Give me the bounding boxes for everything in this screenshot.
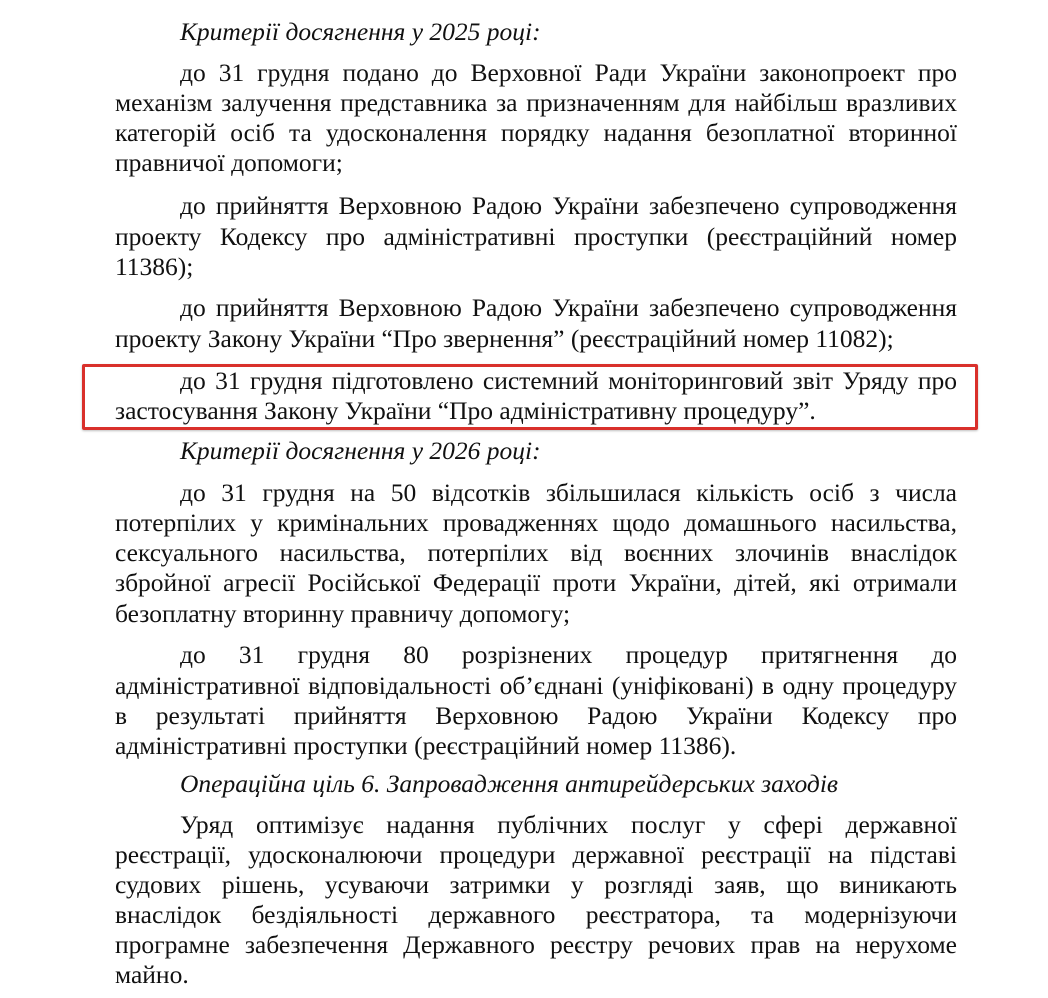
paragraph-line: збройної агресії Російської Федерації проти України, дітей, які отримали (115, 568, 957, 597)
paragraph-line: проекту Кодексу про адміністративні проступки (реєстраційний номер (115, 222, 957, 251)
paragraph-line: потерпілих у кримінальних провадженнях щодо домашнього насильства, (115, 508, 957, 537)
paragraph-line: до 31 грудня подано до Верховної Ради України законопроект про (180, 58, 957, 87)
paragraph-line: 11386); (115, 252, 194, 281)
criteria-2025-heading: Критерії досягнення у 2025 році: (180, 17, 541, 46)
paragraph-line: сексуального насильства, потерпілих від воєнних злочинів внаслідок (115, 538, 957, 567)
paragraph-line: реєстрації, удосконалюючи процедури державної реєстрації на підставі (115, 840, 957, 869)
paragraph-line: в результаті прийняття Верховною Радою України Кодексу про (115, 701, 957, 730)
paragraph-line: програмне забезпечення Державного реєстру речових прав на нерухоме (115, 930, 957, 959)
paragraph-line: до 31 грудня 80 розрізнених процедур притягнення до (180, 640, 957, 669)
paragraph-line: проекту Закону України “Про звернення” (реєстраційний номер 11082); (115, 324, 894, 353)
paragraph-line: Уряд оптимізує надання публічних послуг у сфері державної (180, 810, 957, 839)
paragraph-line: категорій осіб та удосконалення порядку надання безоплатної вторинної (115, 118, 957, 147)
paragraph-line: адміністративної відповідальності об’єднані (уніфіковані) в одну процедуру (115, 671, 957, 700)
paragraph-line: до 31 грудня на 50 відсотків збільшилася кількість осіб з числа (180, 478, 957, 507)
paragraph-line: майно. (115, 960, 189, 989)
paragraph-line: безоплатну вторинну правничу допомогу; (115, 599, 571, 628)
paragraph-line: до прийняття Верховною Радою України забезпечено супроводження (180, 191, 957, 220)
paragraph-line: адміністративні проступки (реєстраційний номер 11386). (115, 731, 737, 760)
paragraph-line: до прийняття Верховною Радою України забезпечено супроводження (180, 293, 957, 322)
paragraph-line: до 31 грудня підготовлено системний моніторинговий звіт Уряду про (180, 366, 957, 395)
paragraph-line: судових рішень, усуваючи затримки у розгляді заяв, що виникають (115, 870, 957, 899)
operational-goal-6-heading: Операційна ціль 6. Запровадження антирейдерських заходів (180, 769, 838, 798)
paragraph-line: застосування Закону України “Про адміністративну процедуру”. (115, 396, 816, 425)
criteria-2026-heading: Критерії досягнення у 2026 році: (180, 436, 541, 465)
paragraph-line: внаслідок бездіяльності державного реєстратора, та модернізуючи (115, 900, 957, 929)
highlight-box (82, 364, 978, 430)
paragraph-line: механізм залучення представника за призначенням для найбільш вразливих (115, 88, 957, 117)
paragraph-line: правничої допомоги; (115, 148, 343, 177)
